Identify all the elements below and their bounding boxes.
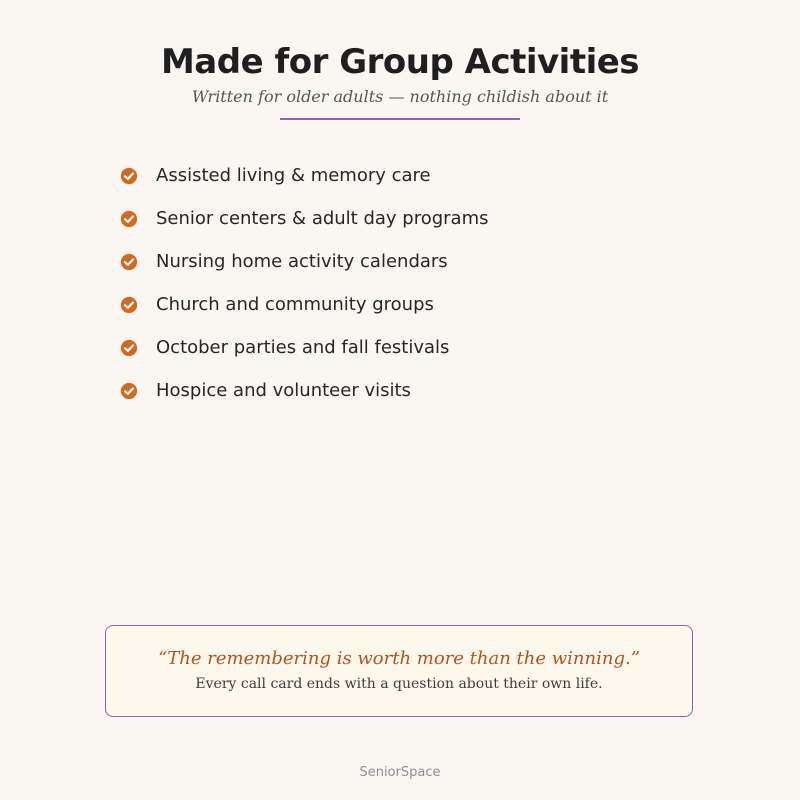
list-item bbox=[118, 154, 718, 197]
feature-label: October parties and fall festivals bbox=[156, 337, 450, 358]
feature-label: Assisted living & memory care bbox=[156, 165, 431, 186]
check-circle-icon bbox=[120, 210, 138, 228]
list-item bbox=[118, 240, 718, 283]
list-item bbox=[118, 326, 718, 369]
quote-card bbox=[105, 625, 693, 717]
feature-label: Nursing home activity calendars bbox=[156, 251, 448, 272]
list-item bbox=[118, 283, 718, 326]
quote-caption: Every call card ends with a question about their own life. bbox=[195, 676, 603, 692]
feature-label: Senior centers & adult day programs bbox=[156, 208, 489, 229]
feature-label: Church and community groups bbox=[156, 294, 434, 315]
quote-text: “The remembering is worth more than the winning.” bbox=[158, 648, 640, 669]
list-item bbox=[118, 197, 718, 240]
brand-name: SeniorSpace bbox=[359, 765, 441, 780]
check-circle-icon bbox=[120, 253, 138, 271]
check-circle-icon bbox=[120, 167, 138, 185]
check-circle-icon bbox=[120, 382, 138, 400]
feature-list bbox=[118, 154, 718, 412]
page-subtitle: Written for older adults — nothing childish about it bbox=[191, 87, 609, 106]
page-title: Made for Group Activities bbox=[160, 42, 640, 82]
feature-label: Hospice and volunteer visits bbox=[156, 380, 411, 401]
check-circle-icon bbox=[120, 339, 138, 357]
title-divider bbox=[280, 118, 520, 120]
list-item bbox=[118, 369, 718, 412]
check-circle-icon bbox=[120, 296, 138, 314]
